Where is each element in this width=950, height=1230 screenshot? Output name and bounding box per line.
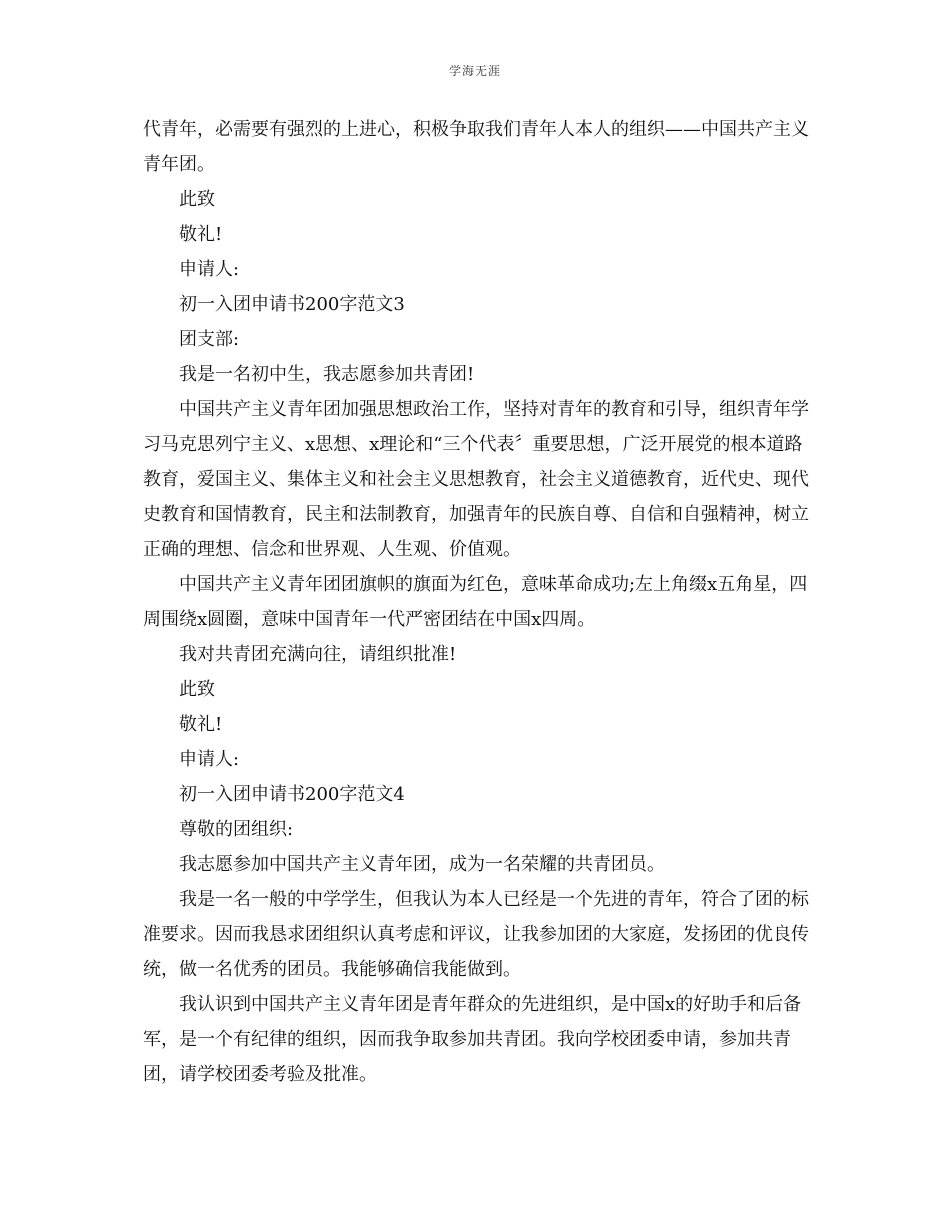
paragraph: 我是一名初中生，我志愿参加共青团! (179, 364, 475, 385)
closing-salutation: 此致 (179, 189, 215, 210)
addressee: 团支部: (179, 329, 240, 350)
page-header: 学海无涯 (448, 64, 501, 78)
document-body (143, 112, 811, 1092)
closing-salutation: 此致 (179, 679, 215, 700)
paragraph: 我是一名一般的中学学生，但我认为本人已经是一个先进的青年，符合了团的标准要求。因而我恳求团组织认真考虑和评议，让我参加团的大家庭，发扬团的优良传统，做一名优秀的团员。我能够确信我能做到。 (143, 889, 809, 980)
paragraph: 我认识到中国共产主义青年团是青年群众的先进组织，是中国x的好助手和后备军，是一个有纪律的组织，因而我争取参加共青团。我向学校团委申请，参加共青团，请学校团委考验及批准。 (143, 994, 802, 1085)
addressee: 尊敬的团组织: (179, 819, 294, 840)
applicant-label: 申请人: (179, 749, 240, 770)
closing-regards: 敬礼! (179, 714, 223, 735)
section-title: 初一入团申请书200字范文4 (179, 784, 405, 805)
paragraph: 代青年，必需要有强烈的上进心，积极争取我们青年人本人的组织——中国共产主义青年团。 (143, 119, 809, 175)
section-title: 初一入团申请书200字范文3 (179, 294, 405, 315)
paragraph: 我志愿参加中国共产主义青年团，成为一名荣耀的共青团员。 (179, 854, 665, 875)
paragraph: 中国共产主义青年团团旗帜的旗面为红色，意味革命成功;左上角缀x五角星，四周围绕x圆圈，意味中国青年一代严密团结在中国x四周。 (143, 574, 808, 630)
paragraph: 中国共产主义青年团加强思想政治工作，坚持对青年的教育和引导，组织青年学习马克思列宁主义、x思想、x理论和“三个代表〞重要思想，广泛开展党的根本道路教育，爱国主义、集体主义和社会主义思想教育，社会主义道德教育，近代史、现代史教育和国情教育，民主和法制教育，加强青年的民族自尊、自信和自强精神，树立正确的理想、信念和世界观、人生观、价值观。 (143, 399, 809, 560)
paragraph: 我对共青团充满向往，请组织批准! (179, 644, 457, 665)
closing-regards: 敬礼! (179, 224, 223, 245)
applicant-label: 申请人: (179, 259, 240, 280)
